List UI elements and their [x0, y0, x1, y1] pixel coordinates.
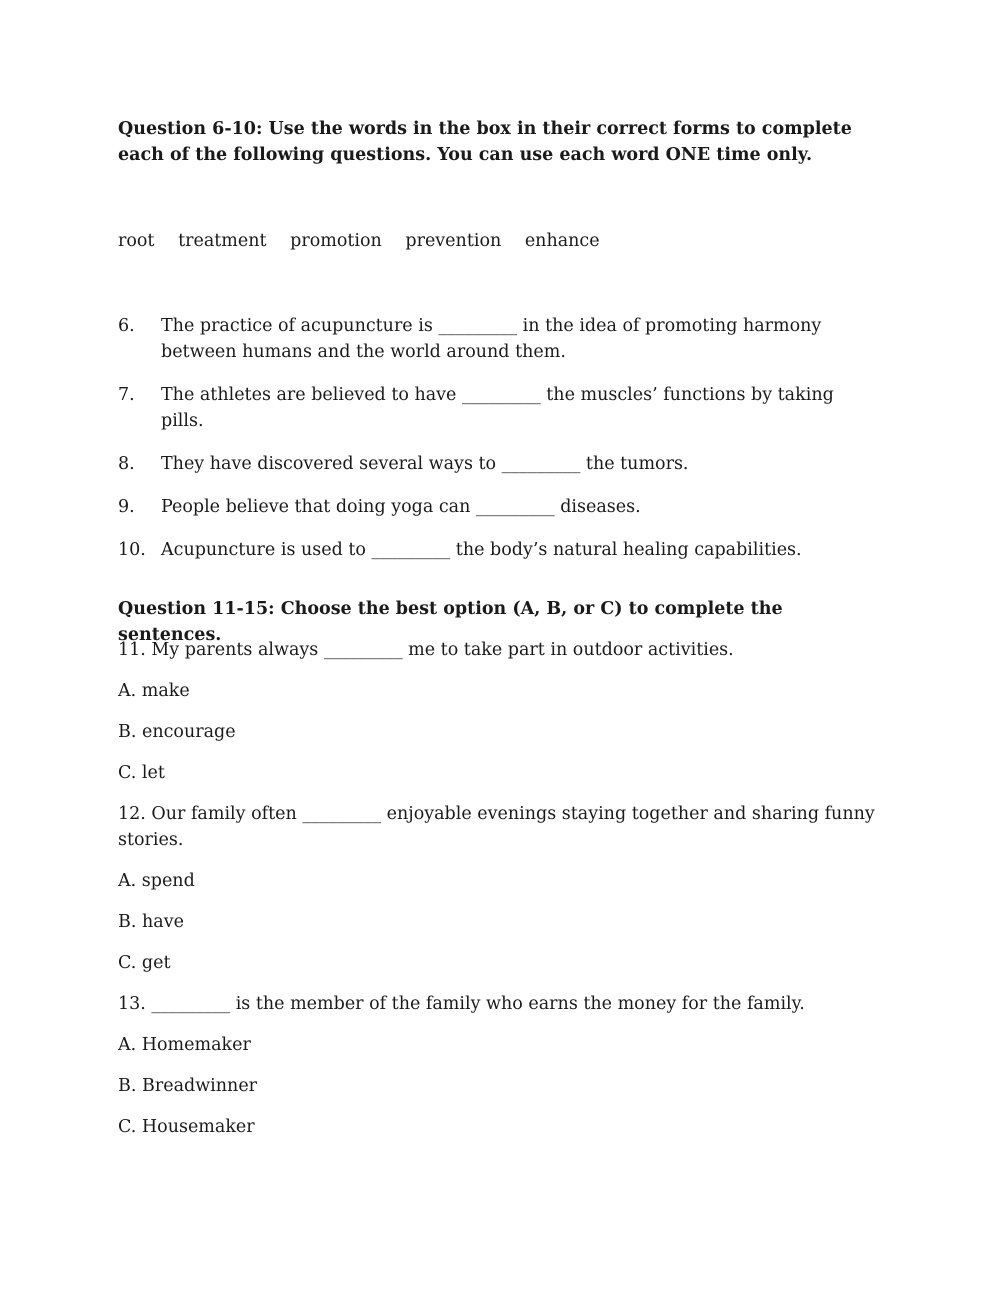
- question-text: People believe that doing yoga can _________ diseases.: [161, 497, 641, 517]
- section-6-10-heading: Question 6-10: Use the words in the box in their correct forms to complete each of the following questions. You can use each word ONE time only.: [118, 119, 852, 165]
- word-box-item: treatment: [178, 231, 267, 251]
- word-box-item: enhance: [524, 231, 600, 251]
- option-b: B. Breadwinner: [118, 1076, 258, 1096]
- question-10: [118, 537, 878, 563]
- question-stem: 12. Our family often _________ enjoyable evenings staying together and sharing funny stories.: [118, 804, 875, 850]
- option-c: C. let: [118, 763, 165, 783]
- question-text: Acupuncture is used to _________ the body’s natural healing capabilities.: [161, 540, 802, 560]
- option-a: A. spend: [118, 871, 195, 891]
- question-number: 6.: [118, 316, 135, 336]
- option-c: C. Housemaker: [118, 1117, 255, 1137]
- question-11: [118, 637, 878, 801]
- question-number: 10.: [118, 540, 146, 560]
- option-b: B. have: [118, 912, 184, 932]
- question-text: They have discovered several ways to _________ the tumors.: [161, 454, 689, 474]
- question-number: 9.: [118, 497, 135, 517]
- option-a: A. Homemaker: [118, 1035, 251, 1055]
- question-text: The athletes are believed to have _________ the muscles’ functions by taking pills.: [161, 385, 834, 431]
- question-text: The practice of acupuncture is _________ in the idea of promoting harmony between humans and the world around them.: [161, 316, 822, 362]
- question-number: 8.: [118, 454, 135, 474]
- question-9: [118, 494, 878, 520]
- question-7: [118, 382, 878, 434]
- option-b: B. encourage: [118, 722, 236, 742]
- word-box: [118, 228, 618, 254]
- question-stem: 11. My parents always _________ me to take part in outdoor activities.: [118, 640, 734, 660]
- option-a: A. make: [118, 681, 190, 701]
- question-stem: 13. _________ is the member of the family who earns the money for the family.: [118, 994, 805, 1014]
- section-11-15-heading: Question 11-15: Choose the best option (A, B, or C) to complete the sentences.: [118, 599, 783, 645]
- question-12: [118, 801, 878, 991]
- word-box-item: prevention: [405, 231, 502, 251]
- word-box-item: root: [118, 231, 155, 251]
- word-box-item: promotion: [290, 231, 382, 251]
- question-list-6-10: [118, 313, 878, 580]
- question-8: [118, 451, 878, 477]
- option-c: C. get: [118, 953, 171, 973]
- question-6: [118, 313, 878, 365]
- question-13: [118, 991, 878, 1155]
- question-number: 7.: [118, 385, 135, 405]
